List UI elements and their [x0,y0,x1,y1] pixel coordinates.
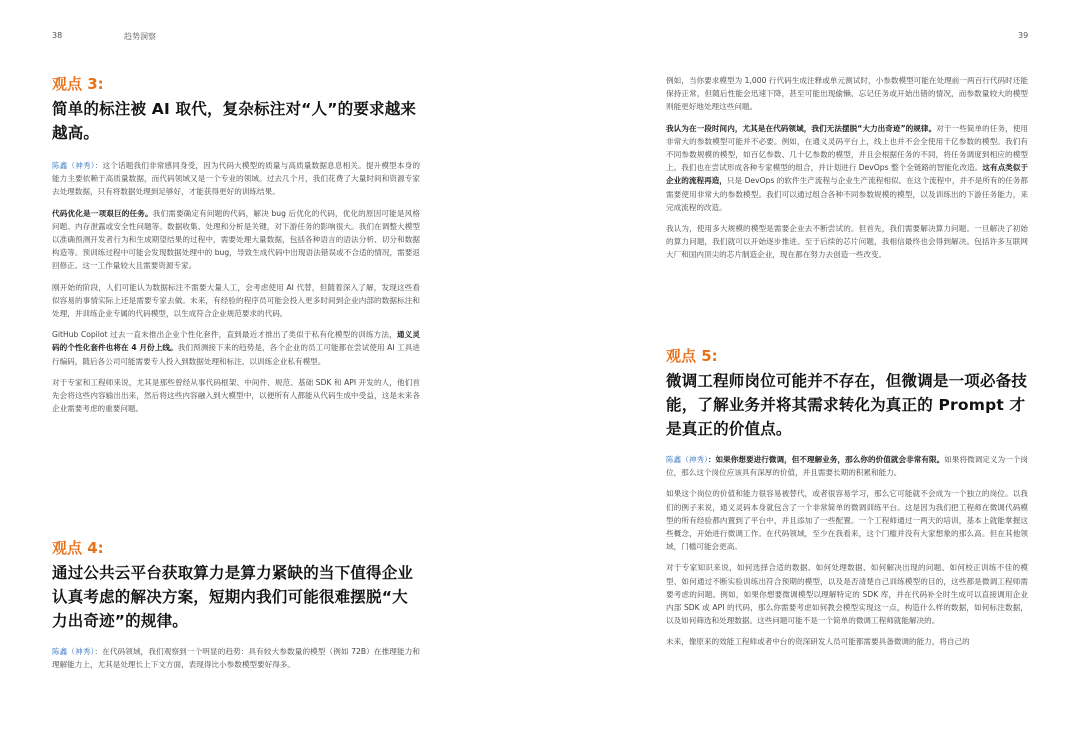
paragraph: 刚开始的阶段，人们可能认为数据标注不需要大量人工，会考虑使用 AI 代替，但随着深入了解，发现这些看似容易的事情实际上还是需要专家去做。未来，有经验的程序员可能会投入更多时间到企业内部的数据标注和处理，并训练企业专属的代码模型，以生成符合企业规范要求的代码。 [52,282,420,319]
paragraph: 例如，当你要求模型为 1,000 行代码生成注释或单元测试时，小参数模型可能在处理前一两百行代码时还能保持正常，但随后性能会迅速下降，甚至可能出现偷懒、忘记任务或开始出错的情况，而参数量较大的模型则能更好地处理这些问题。 [666,76,1028,112]
right-page-number: 39 [1018,31,1029,40]
left-column-lower [52,538,420,671]
viewpoint-5-label: 观点 5: [666,347,718,365]
speaker-name: 陈鑫（神秀） [52,161,95,170]
right-column-lower [666,346,1028,649]
paragraph: 如果这个岗位的价值和能力很容易被替代，或者很容易学习，那么它可能就不会成为一个独立的岗位。以我们的例子来说，通义灵码本身就包含了一个非常简单的微调训练平台。这是因为我们把工程师在微调代码模型的所有经验都内置到了平台中，并且添加了一些配置。一个工程师通过一两天的培训，基本上就能掌握这些概念，开始进行微调工作。在代码领域，至少在我看来，这个门槛并没有大家想象的那么高。但在其他领域，门槛可能会更高。 [666,489,1028,552]
section-title: 趋势洞察 [124,32,156,41]
paragraph: 陈鑫（神秀）：这个话题我们非常感同身受，因为代码大模型的质量与高质量数据息息相关。提升模型本身的能力主要依赖于高质量数据，而代码领域又是一个专业的领域。过去几个月，我们花费了大量时间和资源专家去处理数据，只有将数据处理到足够好，才能获得更好的训练结果。 [52,161,421,197]
paragraph: 我认为在一段时间内，尤其是在代码领域，我们无法摆脱“大力出奇迹”的规律。对于一些简单的任务，使用非常大的参数模型可能并不必要。例如，在通义灵码平台上，线上也并不会全使用千亿参数的模型。我们有不同参数规模的模型，如百亿参数、几十亿参数的模型，并且会根据任务的不同，将任务调度到相应的模型上。我们也在尝试形成各种专家模型的组合，并计划进行 DevOps 整个全链路的智能化改造。这有点类似于企业的流程再造，只是 DevOps 的软件生产流程与企业生产流程相似。在这个流程中，并不是所有的任务都需要使用非常大的参数模型。我们可以通过组合各种不同参数规模的模型，以及训练出的下游任务能力，来完成流程的改造。 [666,123,1029,212]
viewpoint-3-label: 观点 3: [52,75,104,93]
viewpoint-3-title: 简单的标注被 AI 取代，复杂标注对“人”的要求越来越高。 [52,100,417,142]
viewpoint-4-title: 通过公共云平台获取算力是算力紧缺的当下值得企业认真考虑的解决方案，短期内我们可能很难摆脱“大力出奇迹”的规律。 [52,564,414,630]
paragraph: 代码优化是一项艰巨的任务。我们需要确定有问题的代码，解决 bug 后优化的代码，优化的原因可能是风格问题、内存泄露或安全性问题等。数据收集、处理和分析是关键，对下游任务的影响很大。我们在调整大模型以准确预测开发者行为和生成期望结果的过程中，需要处理大量数据，包括各种语言的语法分析、切分和数据构造等。预训练过程中可能会发现数据处理中的 bug，导致生成代码中出现语法错误或不合适的情况，需要返回修正。这一工作量较大且需要资源专家。 [52,208,421,271]
viewpoint-4-label: 观点 4: [52,539,104,557]
paragraph: 未来，像原来的效能工程师或者中台的资深研发人员可能都需要具备微调的能力，将自己的 [666,637,970,647]
paragraph: 对于专家知识来说，如何选择合适的数据、如何处理数据、如何解决出现的问题、如何校正训练不佳的模型、如何通过不断实验训练出符合预期的模型，以及是否清楚自己训练模型的目的，这些都是微调工程师需要考虑的问题。例如，如果你想要微调模型以理解特定的 SDK 库，并在代码补全时生成可以直接调用企业内部 SDK 或 API 的代码，那么你需要考虑如何教会模型实现这一点，构造什么样的数据，如何标注数据，以及如何筛选和处理数据。这些问题可能不是一个简单的微调工程师就能解决的。 [666,563,1028,626]
speaker-name: 陈鑫（神秀） [52,647,95,656]
paragraph: GitHub Copilot 过去一直未推出企业个性化套件，直到最近才推出了类似于私有化模型的训练方法，通义灵码的个性化套件也将在 4 月份上线。我们预测接下来的趋势是，各个企业的员工可能都在尝试使用 AI 工具进行编码，随后各公司可能需要专人投入到数据处理和标注，以训练企业私有模型。 [52,330,421,366]
viewpoint-5-title: 微调工程师岗位可能并不存在，但微调是一项必备技能，了解业务并将其需求转化为真正的 Prompt 才是真正的价值点。 [666,372,1028,438]
paragraph: 陈鑫（神秀）：如果你想要进行微调，但不理解业务，那么你的价值就会非常有限。如果将微调定义为一个岗位，那么这个岗位应该具有深厚的价值，并且需要长期的积累和能力。 [666,455,1029,478]
paragraph: 对于专家和工程师来说，尤其是那些曾经从事代码框架、中间件、规范、基础 SDK 和 API 开发的人，他们首先会将这些内容输出出来，然后将这些内容融入到大模型中，以便所有人都能从代码生成中受益，这是未来各企业需要考虑的重要问题。 [52,377,420,414]
left-page-number: 38 [52,31,63,40]
paragraph: 我认为，使用多大规模的模型是需要企业去不断尝试的。但首先，我们需要解决算力问题。一旦解决了初始的算力问题，我们就可以开始逐步推进。至于后续的芯片问题，我相信最终也会得到解决。包括许多互联网大厂和国内顶尖的芯片制造企业，现在都在努力去创造一些改变。 [666,224,1028,260]
paragraph: 陈鑫（神秀）：在代码领域，我们观察到一个明显的趋势：具有较大参数量的模型（例如 72B）在推理能力和理解能力上，尤其是处理长上下文方面，表现得比小参数模型要好得多。 [52,647,420,670]
left-column [52,74,420,415]
right-column [666,74,1028,262]
speaker-name: 陈鑫（神秀） [666,455,708,464]
